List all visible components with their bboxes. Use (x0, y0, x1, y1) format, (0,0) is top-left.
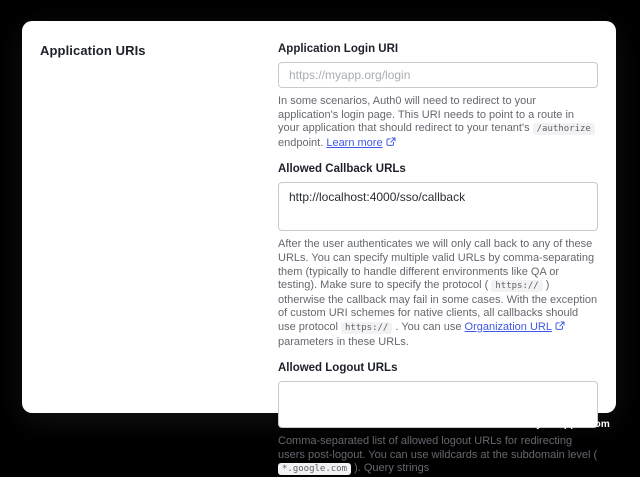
help-text: After the user authenticates we will only call back to any of these URLs. You can specify multiple valid URLs by comma-separating them (typically to handle different environments like QA or testing). Make sure to specify the protocol ( (278, 238, 595, 292)
help-text: ). Query strings (351, 462, 430, 475)
watermark: Screenshot by Xnapper.com (470, 419, 610, 430)
callback-urls-textarea[interactable] (278, 182, 598, 231)
logout-urls-help (278, 435, 598, 477)
help-text: In some scenarios, Auth0 will need to redirect to your application's login page. This URI needs to point to a route in your application that should redirect to your tenant's (278, 95, 575, 135)
learn-more-link-label: Learn more (326, 136, 383, 149)
logout-urls-label: Allowed Logout URLs (278, 362, 398, 375)
external-link-icon (555, 321, 565, 331)
external-link-icon (386, 137, 396, 147)
help-text: endpoint. (278, 136, 327, 149)
organization-url-link-label: Organization URL (464, 320, 552, 333)
section-heading: Application URIs (40, 43, 146, 58)
learn-more-link[interactable] (326, 137, 395, 149)
wildcard-code-chip: *.google.com (278, 463, 351, 475)
settings-section-left-column (40, 43, 278, 413)
authorize-code-chip: /authorize (533, 123, 595, 135)
login-uri-label: Application Login URI (278, 43, 399, 55)
callback-urls-label: Allowed Callback URLs (278, 163, 406, 176)
organization-url-link[interactable] (465, 321, 565, 333)
callback-urls-help (278, 238, 598, 349)
https-code-chip: https:// (491, 280, 542, 292)
https-code-chip: https:// (341, 322, 392, 334)
help-text: . You can use (392, 320, 465, 333)
help-text: parameters in these URLs. (278, 335, 409, 348)
login-uri-help (278, 95, 598, 150)
login-uri-input[interactable] (278, 62, 598, 88)
help-text: ) otherwise the callback may fail in some cases. With the exception of custom URI schemes for native clients, all callbacks should use protocol (278, 279, 598, 333)
login-uri-field (278, 43, 598, 150)
help-text: Comma-separated list of allowed logout URLs for redirecting users post-logout. You can use wildcards at the subdomain level ( (278, 435, 598, 461)
callback-urls-field (278, 163, 598, 349)
